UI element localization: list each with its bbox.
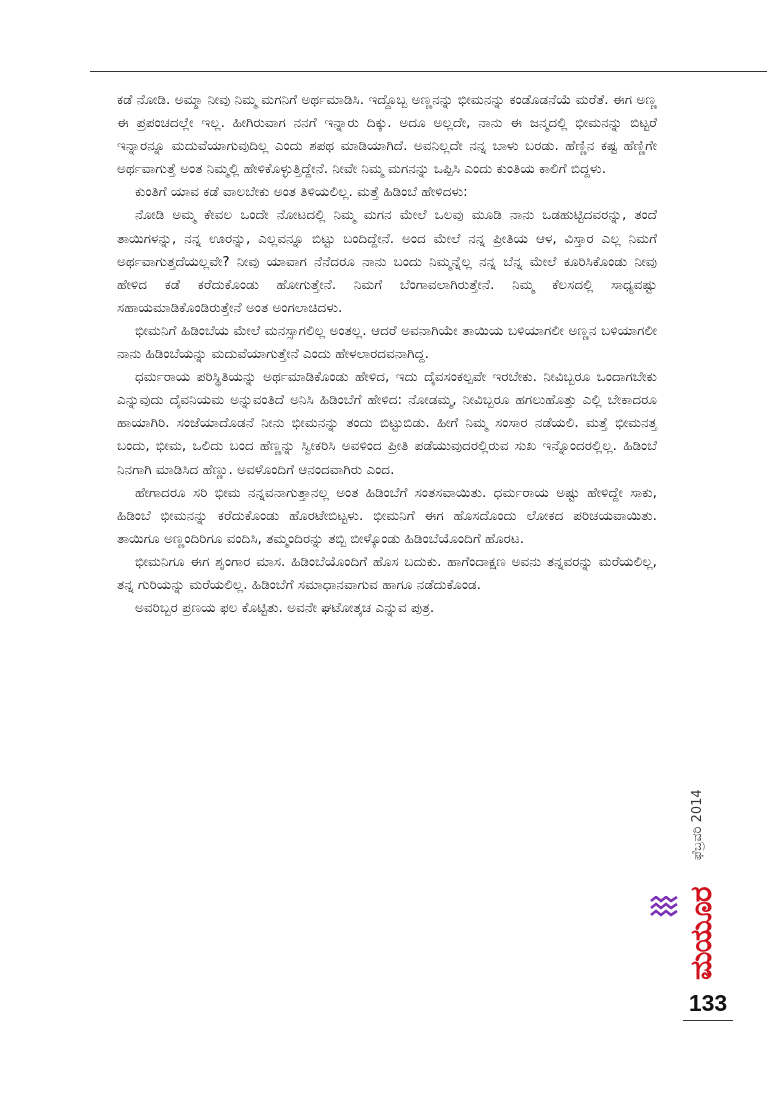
paragraph: ಕಡೆ ನೋಡಿ. ಅಮ್ಮಾ ನೀವು ನಿಮ್ಮ ಮಗನಿಗೆ ಅರ್ಥಮಾಡಿಸಿ. ಇದ್ದೊಬ್ಬ ಅಣ್ಣನನ್ನು ಭೀಮನನ್ನು ಕಂಡೊಡನೆಯೆ ಮರೆತೆ. ಈಗ ಅಣ್ಣ ಈ ಪ್ರಪಂಚದಲ್ಲೇ ಇಲ್ಲ. ಹೀಗಿರುವಾಗ ನನಗೆ ಇನ್ನಾರು ದಿಕ್ಕು. ಅದೂ ಅಲ್ಲದೇ, ನಾನು ಈ ಜನ್ಮದಲ್ಲಿ ಭೀಮನನ್ನು ಬಿಟ್ಟರೆ ಇನ್ನಾರನ್ನೂ ಮದುವೆಯಾಗುವುದಿಲ್ಲ ಎಂದು ಶಪಥ ಮಾಡಿಯಾಗಿದೆ. ಅವನಿಲ್ಲದೇ ನನ್ನ ಬಾಳು ಬರಡು. ಹೆಣ್ಣಿನ ಕಷ್ಟ ಹೆಣ್ಣಿಗೇ ಅರ್ಥವಾಗುತ್ತೆ ಅಂತ ನಿಮ್ಮಲ್ಲಿ ಹೇಳಿಕೊಳ್ಳುತ್ತಿದ್ದೇನೆ. ನೀವೇ ನಿಮ್ಮ ಮಗನನ್ನು ಒಪ್ಪಿಸಿ ಎಂದು ಕುಂತಿಯ ಕಾಲಿಗೆ ಬಿದ್ದಳು. (117, 92, 657, 178)
paragraph: ಧರ್ಮರಾಯ ಪರಿಸ್ಥಿತಿಯನ್ನು ಅರ್ಥಮಾಡಿಕೊಂಡು ಹೇಳಿದ, ಇದು ದೈವಸಂಕಲ್ಪವೇ ಇರಬೇಕು. ನೀವಿಬ್ಬರೂ ಒಂದಾಗಬೇಕು ಎನ್ನುವುದು ದೈವನಿಯಮ ಅನ್ನುವಂತಿದೆ ಅನಿಸಿ ಹಿಡಿಂಬೆಗೆ ಹೇಳಿದ: ನೋಡಮ್ಮ, ನೀವಿಬ್ಬರೂ ಹಗಲುಹೊತ್ತು ಎಲ್ಲಿ ಬೇಕಾದರೂ ಹಾಯಾಗಿರಿ. ಸಂಜೆಯಾದೊಡನೆ ನೀನು ಭೀಮನನ್ನು ತಂದು ಬಿಟ್ಟುಬಿಡು. ಹೀಗೆ ನಿಮ್ಮ ಸಂಸಾರ ನಡೆಯಲಿ. ಮತ್ತೆ ಭೀಮನತ್ತ ಬಂದು, ಭೀಮ, ಒಲಿದು ಬಂದ ಹೆಣ್ಣನ್ನು ಸ್ವೀಕರಿಸಿ ಅವಳಿಂದ ಪ್ರೀತಿ ಪಡೆಯುವುದರಲ್ಲಿರುವ ಸುಖ ಇನ್ನೊಂದರಲ್ಲಿಲ್ಲ. ಹಿಡಿಂಬೆ ನಿನಗಾಗಿ ಮಾಡಿಸಿದ ಹೆಣ್ಣು. ಅವಳೊಂದಿಗೆ ಆನಂದವಾಗಿರು ಎಂದ. (117, 369, 657, 478)
magazine-logo: ಮಯೂರ (684, 887, 719, 980)
header-rule (90, 71, 767, 72)
paragraph: ಅವರಿಬ್ಬರ ಪ್ರಣಯ ಫಲ ಕೊಟ್ಟಿತು. ಅವನೇ ಘಟೋತ್ಕಚ ಎನ್ನುವ ಪುತ್ರ. (135, 600, 435, 617)
wave-icon (650, 896, 678, 918)
page-number: 133 (688, 990, 728, 1016)
paragraph: ಕುಂತಿಗೆ ಯಾವ ಕಡೆ ವಾಲಬೇಕು ಅಂತ ತಿಳಿಯಲಿಲ್ಲ. ಮತ್ತೆ ಹಿಡಿಂಬೆ ಹೇಳಿದಳು: (135, 184, 468, 201)
paragraph: ಭೀಮನಿಗೆ ಹಿಡಿಂಬೆಯ ಮೇಲೆ ಮನಸ್ಸಾಗಲಿಲ್ಲ ಅಂತಲ್ಲ. ಆದರೆ ಅವನಾಗಿಯೇ ತಾಯಿಯ ಬಳಿಯಾಗಲೀ ಅಣ್ಣನ ಬಳಿಯಾಗಲೀ ನಾನು ಹಿಡಿಂಬೆಯನ್ನು ಮದುವೆಯಾಗುತ್ತೇನೆ ಎಂದು ಹೇಳಲಾರದವನಾಗಿದ್ದ. (117, 322, 657, 363)
issue-date: ಫೆಬ್ರವರಿ 2014 (690, 789, 705, 860)
article-body (117, 89, 657, 620)
paragraph: ಹೇಗಾದರೂ ಸರಿ ಭೀಮ ನನ್ನವನಾಗುತ್ತಾನಲ್ಲ ಅಂತ ಹಿಡಿಂಬೆಗೆ ಸಂತಸವಾಯಿತು. ಧರ್ಮರಾಯ ಅಷ್ಟು ಹೇಳಿದ್ದೇ ಸಾಕು, ಹಿಡಿಂಬೆ ಭೀಮನನ್ನು ಕರೆದುಕೊಂಡು ಹೊರಟೇಬಿಟ್ಟಳು. ಭೀಮನಿಗೆ ಈಗ ಹೊಸದೊಂದು ಲೋಕದ ಪರಿಚಯವಾಯಿತು. ತಾಯಿಗೂ ಅಣ್ಣಂದಿರಿಗೂ ವಂದಿಸಿ, ತಮ್ಮಂದಿರನ್ನು ತಬ್ಬಿ ಬೀಳ್ಕೊಂಡು ಹಿಡಿಂಬೆಯೊಂದಿಗೆ ಹೊರಟ. (117, 484, 657, 547)
paragraph: ನೋಡಿ ಅಮ್ಮ ಕೇವಲ ಒಂದೇ ನೋಟದಲ್ಲಿ ನಿಮ್ಮ ಮಗನ ಮೇಲೆ ಒಲವು ಮೂಡಿ ನಾನು ಒಡಹುಟ್ಟಿದವರನ್ನು, ತಂದೆ ತಾಯಿಗಳನ್ನು, ನನ್ನ ಊರನ್ನು, ಎಲ್ಲವನ್ನೂ ಬಿಟ್ಟು ಬಂದಿದ್ದೇನೆ. ಅಂದ ಮೇಲೆ ನನ್ನ ಪ್ರೀತಿಯ ಆಳ, ವಿಸ್ತಾರ ಎಲ್ಲ ನಿಮಗೆ ಅರ್ಥವಾಗುತ್ತದೆಯಲ್ಲವೇ? ನೀವು ಯಾವಾಗ ನೆನೆದರೂ ನಾನು ಬಂದು ನಿಮ್ಮನ್ನೆಲ್ಲ ನನ್ನ ಬೆನ್ನ ಮೇಲೆ ಕೂರಿಸಿಕೊಂಡು ನೀವು ಹೇಳಿದ ಕಡೆ ಕರೆದುಕೊಂಡು ಹೋಗುತ್ತೇನೆ. ನಿಮಗೆ ಬೆಂಗಾವಲಾಗಿರುತ್ತೇನೆ. ನಿಮ್ಮ ಕೆಲಸದಲ್ಲಿ ಸಾಧ್ಯವಷ್ಟು ಸಹಾಯಮಾಡಿಕೊಂಡಿರುತ್ತೇನೆ ಅಂತ ಅಂಗಲಾಚಿದಳು. (117, 207, 657, 316)
page-number-rule (683, 1020, 733, 1021)
paragraph: ಭೀಮನಿಗೂ ಈಗ ಶೃಂಗಾರ ಮಾಸ. ಹಿಡಿಂಬೆಯೊಂದಿಗೆ ಹೊಸ ಬದುಕು. ಹಾಗೆಂದಾಕ್ಷಣ ಅವನು ತನ್ನವರನ್ನು ಮರೆಯಲಿಲ್ಲ, ತನ್ನ ಗುರಿಯನ್ನು ಮರೆಯಲಿಲ್ಲ. ಹಿಡಿಂಬೆಗೆ ಸಮಾಧಾನವಾಗುವ ಹಾಗೂ ನಡೆದುಕೊಂಡ. (117, 553, 657, 593)
